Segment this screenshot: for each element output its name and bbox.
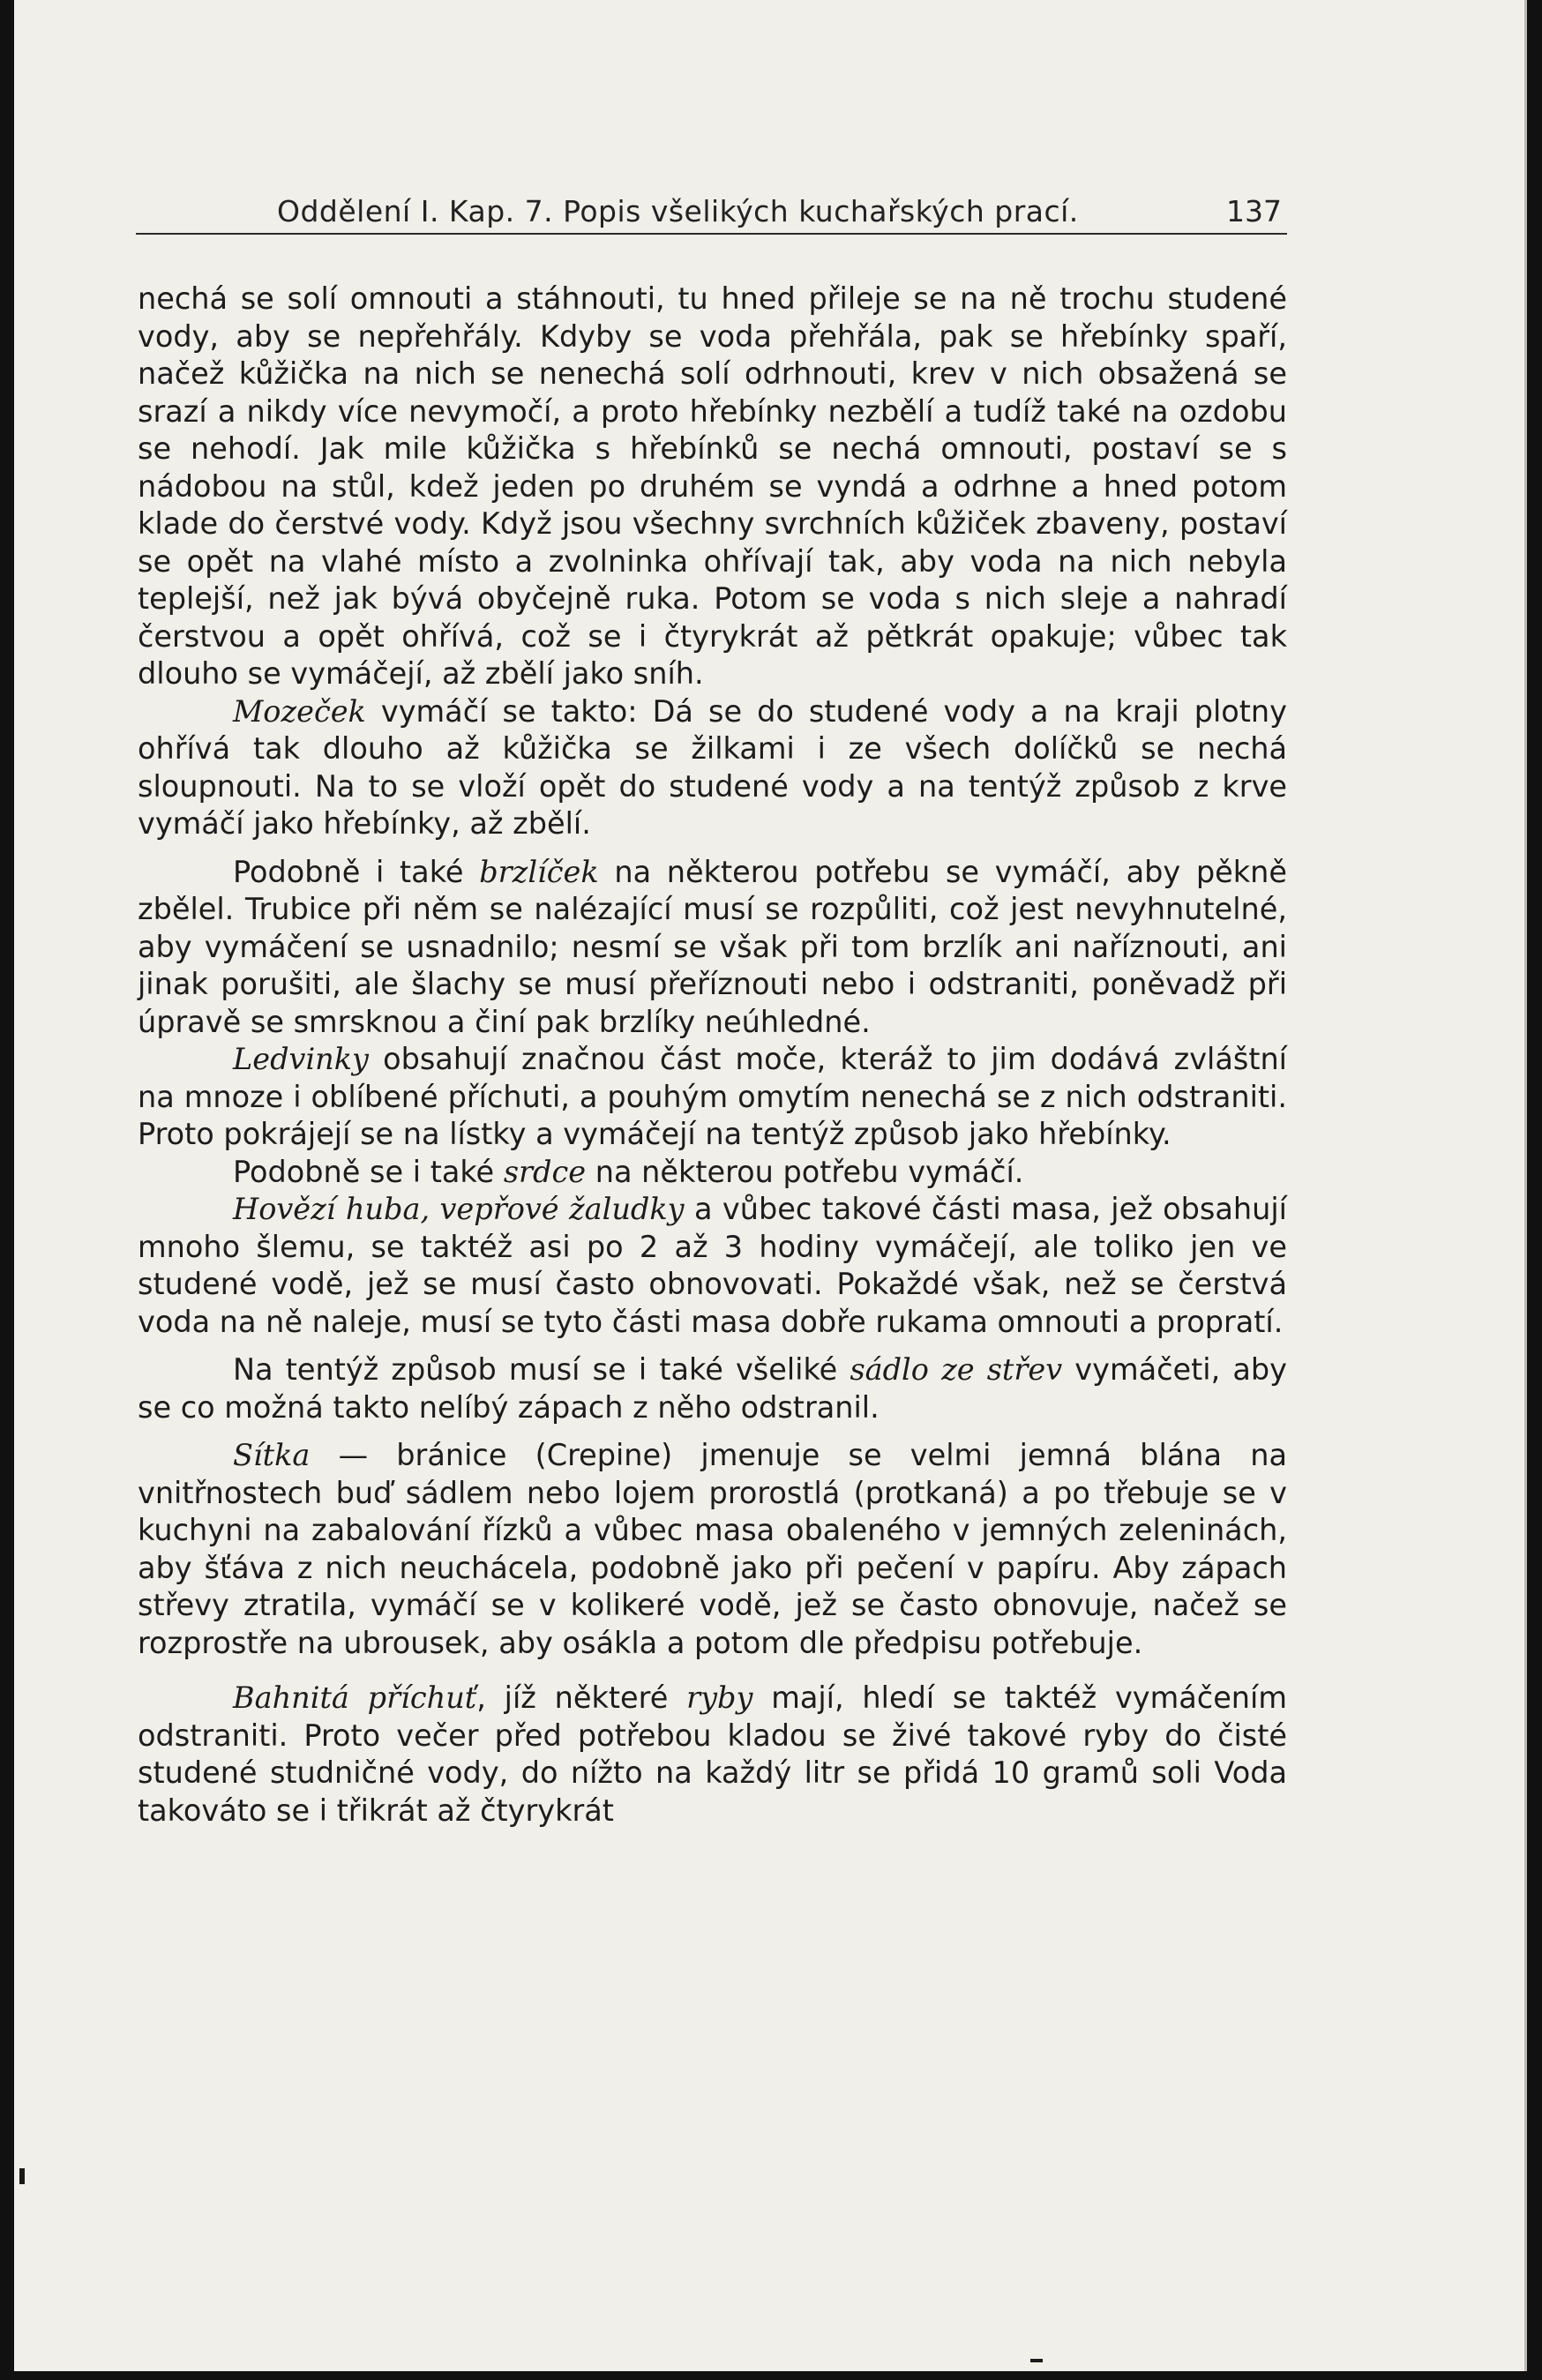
text-run: — bránice (Crepine) jmenuje se velmi jemná blána na vnitřnostech buď sádlem nebo lojem prorostlá (protkaná) a po třebuje se v kuchyni na zabalování řízků a vůbec masa obaleného v jemných zeleninách, aby šťáva z nich neuchácela, podobně jako při pečení v papíru. Aby zápach střevy ztratila, vymáčí se v kolikeré vodě, jež se často obnovuje, načež se rozprostře na ubrousek, aby osákla a potom dle předpisu potřebuje. [138,1438,1287,1660]
paragraph [138,1437,1287,1662]
italic-term: Sítka [233,1438,311,1472]
italic-term: brzlíček [479,854,599,889]
text-run: vymáčeti, aby se co možná takto nelíbý zápach z něho odstranil. [138,1352,1287,1425]
paragraph [138,1680,1287,1830]
scan-mark-left [19,2168,25,2184]
header-title: Oddělení I. Kap. 7. Popis všelikých kuchařských prací. [277,194,1079,228]
italic-term: Ledvinky [233,1042,369,1076]
italic-term: sádlo ze střev [850,1352,1063,1387]
text-run: , jíž některé [476,1680,687,1715]
paragraph [138,281,1287,693]
italic-term: Mozeček [233,693,366,729]
paragraph [138,1041,1287,1154]
text-run: Podobně i také [233,854,480,889]
book-page [14,0,1527,2371]
text-run: obsahují značnou část moče, kteráž to jim dodává zvláštní na mnoze i oblíbené příchuti, a pouhým omytím nenechá se z nich odstraniti. Proto pokrájejí se na lístky a vymáčejí na tentýž způsob jako hřebínky. [138,1042,1287,1151]
italic-term: srdce [503,1154,587,1189]
text-run: na některou potřebu se vymáčí, aby pěkně zbělel. Trubice při něm se nalézající musí se rozpůliti, což jest nevyhnutelné, aby vymáčení se usnadnilo; nesmí se však při tom brzlík ani naříznouti, ani jinak porušiti, ale šlachy se musí přeříznouti nebo i odstraniti, poněvadž při úpravě se smrsknou a činí pak brzlíky neúhledné. [138,854,1287,1039]
text-run: Podobně se i také [233,1154,504,1189]
text-run: na některou potřebu vymáčí. [586,1154,1024,1189]
italic-term: Hovězí huba, vepřové žaludky [233,1192,685,1226]
italic-term: Bahnitá příchuť [233,1680,477,1715]
text-run: a vůbec takové části masa, jež obsahují mnoho šlemu, se taktéž asi po 2 až 3 hodiny vymáčejí, ale toliko jen ve studené vodě, jež se musí často obnovovati. Pokaždé však, než se čerstvá voda na ně naleje, musí se tyto části masa dobře rukama omnouti a propratí. [138,1192,1287,1339]
paragraph [138,854,1287,1042]
paragraph [138,1351,1287,1426]
body-text [138,281,1287,1830]
paragraph [138,693,1287,843]
scan-mark-bottom [1030,2359,1043,2362]
text-run: nechá se solí omnouti a stáhnouti, tu hned přileje se na ně trochu studené vody, aby se nepřehřály. Kdyby se voda přehřála, pak se hřebínky spaří, načež kůžička na nich se nenechá solí odrhnouti, krev v nich obsažená se srazí a nikdy více nevymočí, a proto hřebínky nezbělí a tudíž také na ozdobu se nehodí. Jak mile kůžička s hřebínků se nechá omnouti, postaví se s nádobou na stůl, kdež jeden po druhém se vyndá a odrhne a hned potom klade do čerstvé vody. Když jsou všechny svrchních kůžiček zbaveny, postaví se opět na vlahé místo a zvolninka ohřívají tak, aby voda na nich nebyla teplejší, než jak bývá obyčejně ruka. Potom se voda s nich sleje a nahradí čerstvou a opět ohřívá, což se i čtyrykrát až pětkrát opakuje; vůbec tak dlouho se vymáčejí, až zbělí jako sníh. [138,281,1287,691]
italic-term: ryby [686,1680,753,1715]
page-number: 137 [1226,194,1282,228]
text-run: mají, hledí se taktéž vymáčením odstraniti. Proto večer před potřebou kladou se živé takové ryby do čisté studené studničné vody, do nížto na každý litr se přidá 10 gramů soli Voda takováto se i třikrát až čtyrykrát [138,1680,1287,1828]
paragraph [138,1154,1287,1192]
paragraph [138,1191,1287,1341]
text-run: vymáčí se takto: Dá se do studené vody a na kraji plotny ohřívá tak dlouho až kůžička se žilkami i ze všech dolíčků se nechá sloupnouti. Na to se vloží opět do studené vody a na tentýž způsob z krve vymáčí jako hřebínky, až zbělí. [138,693,1287,841]
text-run: Na tentýž způsob musí se i také všeliké [233,1352,850,1387]
running-header [136,192,1287,235]
